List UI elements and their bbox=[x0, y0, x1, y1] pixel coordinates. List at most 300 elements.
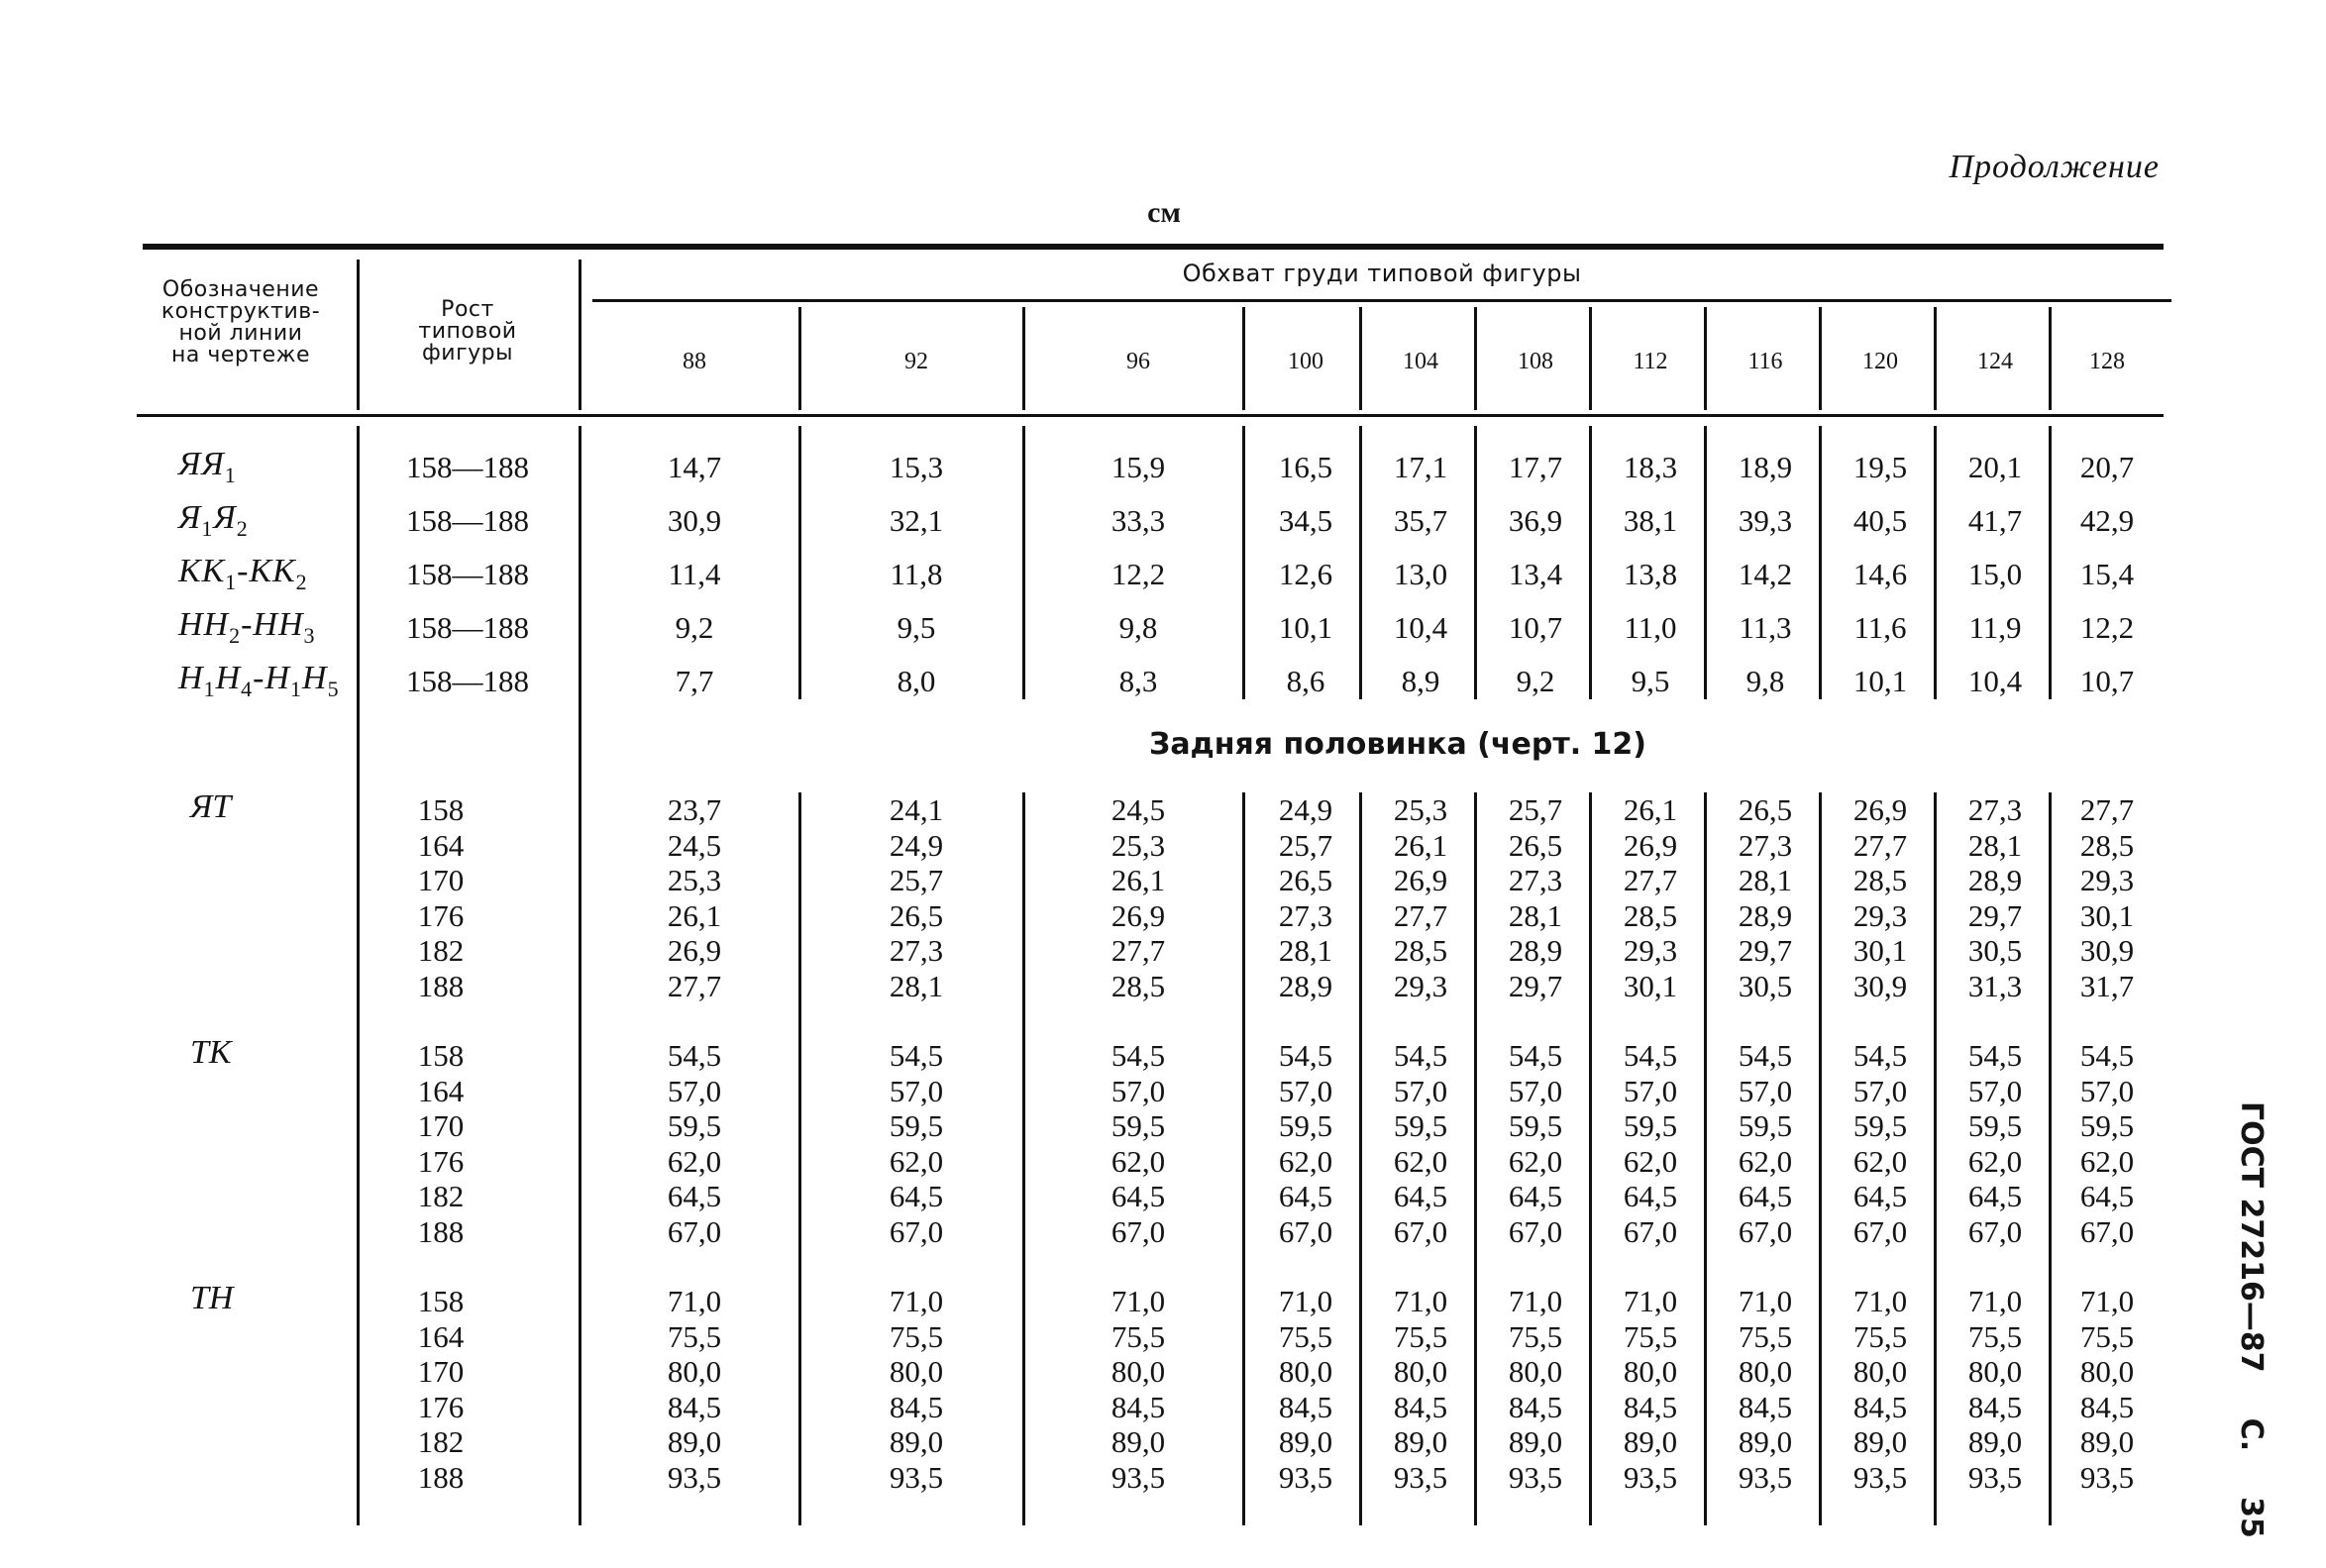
table-cell: 23,7 bbox=[667, 792, 722, 827]
table-cell: 71,0 bbox=[1852, 1284, 1908, 1318]
table-cell: 54,5 bbox=[2079, 1038, 2135, 1073]
table-cell: 84,5 bbox=[1278, 1389, 1333, 1424]
table-cell: 54,5 bbox=[1738, 1038, 1793, 1073]
table-cell: 54,5 bbox=[1278, 1038, 1333, 1073]
table-cell: 75,5 bbox=[1623, 1318, 1678, 1354]
size-header-112: 112 bbox=[1633, 349, 1668, 374]
table-cell: 27,7 bbox=[667, 968, 722, 1003]
table-cell: 57,0 bbox=[1738, 1073, 1793, 1108]
table-cell: 64,5 bbox=[1852, 1179, 1908, 1213]
table-cell: 24,9 bbox=[889, 827, 944, 863]
height-range: 158—188 bbox=[406, 450, 529, 484]
table-cell: 11,0 bbox=[1624, 610, 1677, 645]
table-cell: 54,5 bbox=[889, 1038, 944, 1073]
line-designation: ТК bbox=[190, 1034, 232, 1071]
table-cell: 28,9 bbox=[1278, 968, 1333, 1003]
page-number: 35 bbox=[2234, 1497, 2269, 1538]
table-cell: 27,3 bbox=[1278, 897, 1333, 933]
table-cell: 89,0 bbox=[1393, 1424, 1448, 1459]
table-cell: 89,0 bbox=[1278, 1424, 1333, 1459]
table-cell: 27,7 bbox=[1852, 827, 1908, 863]
table-cell: 28,1 bbox=[1508, 897, 1563, 933]
table-cell: 26,9 bbox=[1852, 792, 1908, 827]
subheader-rule bbox=[592, 299, 2171, 302]
value-column bbox=[806, 792, 1026, 1003]
value-column bbox=[1825, 1284, 1936, 1495]
table-cell: 93,5 bbox=[1278, 1459, 1333, 1495]
table-cell: 30,9 bbox=[1852, 968, 1908, 1003]
height-value: 188 bbox=[417, 1213, 465, 1249]
table-cell: 71,0 bbox=[889, 1284, 944, 1318]
table-cell: 89,0 bbox=[1623, 1424, 1678, 1459]
table-cell: 31,3 bbox=[1967, 968, 2023, 1003]
value-column bbox=[586, 1038, 802, 1249]
table-cell: 62,0 bbox=[1110, 1143, 1166, 1179]
table-cell: 80,0 bbox=[889, 1354, 944, 1389]
value-column bbox=[1250, 792, 1361, 1003]
value-column bbox=[1595, 1284, 1706, 1495]
table-cell: 30,5 bbox=[1967, 933, 2023, 968]
designation-header: Обозначение конструктив- ной линии на чертеже bbox=[160, 277, 321, 367]
table-cell: 59,5 bbox=[1967, 1108, 2023, 1143]
table-cell: 93,5 bbox=[2079, 1459, 2135, 1495]
table-cell: 84,5 bbox=[1110, 1389, 1166, 1424]
table-cell: 89,0 bbox=[1738, 1424, 1793, 1459]
table-cell: 71,0 bbox=[1110, 1284, 1166, 1318]
height-range: 158—188 bbox=[406, 664, 529, 698]
size-header-96: 96 bbox=[1126, 349, 1150, 374]
value-column bbox=[2055, 1284, 2160, 1495]
table-cell: 57,0 bbox=[2079, 1073, 2135, 1108]
table-cell: 84,5 bbox=[1623, 1389, 1678, 1424]
value-column bbox=[1940, 1038, 2051, 1249]
table-cell: 89,0 bbox=[1967, 1424, 2023, 1459]
table-cell: 57,0 bbox=[1508, 1073, 1563, 1108]
table-cell: 26,9 bbox=[1110, 897, 1166, 933]
table-cell: 75,5 bbox=[889, 1318, 944, 1354]
table-cell: 26,5 bbox=[889, 897, 944, 933]
height-header: Рост типовой фигуры bbox=[418, 297, 517, 366]
height-range: 158—188 bbox=[406, 610, 529, 645]
table-cell: 13,0 bbox=[1393, 557, 1448, 591]
table-cell: 89,0 bbox=[667, 1424, 722, 1459]
table-cell: 71,0 bbox=[1508, 1284, 1563, 1318]
height-list bbox=[396, 1284, 485, 1495]
table-cell: 93,5 bbox=[1852, 1459, 1908, 1495]
table-cell: 54,5 bbox=[1623, 1038, 1678, 1073]
side-label bbox=[2225, 1101, 2269, 1537]
table-cell: 42,9 bbox=[2079, 503, 2135, 538]
table-cell: 10,1 bbox=[1852, 664, 1908, 698]
value-column bbox=[1480, 792, 1591, 1003]
value-column bbox=[2055, 1038, 2160, 1249]
table-cell: 29,3 bbox=[2079, 863, 2135, 897]
value-column bbox=[1030, 1038, 1246, 1249]
table-cell: 32,1 bbox=[889, 503, 944, 538]
table-cell: 8,0 bbox=[897, 664, 936, 698]
table-cell: 59,5 bbox=[1278, 1108, 1333, 1143]
table-cell: 12,6 bbox=[1278, 557, 1333, 591]
height-list bbox=[396, 792, 485, 1003]
table-cell: 64,5 bbox=[1110, 1179, 1166, 1213]
table-cell: 28,1 bbox=[1738, 863, 1793, 897]
table-cell: 26,1 bbox=[1110, 863, 1166, 897]
table-cell: 7,7 bbox=[675, 664, 714, 698]
value-column bbox=[1940, 792, 2051, 1003]
header-column-divider bbox=[1022, 307, 1025, 410]
table-cell: 30,9 bbox=[2079, 933, 2135, 968]
value-column bbox=[586, 792, 802, 1003]
table-cell: 15,0 bbox=[1967, 557, 2023, 591]
table-cell: 62,0 bbox=[1623, 1143, 1678, 1179]
table-cell: 31,7 bbox=[2079, 968, 2135, 1003]
table-cell: 64,5 bbox=[1393, 1179, 1448, 1213]
table-cell: 54,5 bbox=[1852, 1038, 1908, 1073]
table-cell: 71,0 bbox=[1738, 1284, 1793, 1318]
table-cell: 35,7 bbox=[1393, 503, 1448, 538]
table-cell: 26,5 bbox=[1278, 863, 1333, 897]
table-cell: 25,7 bbox=[889, 863, 944, 897]
table-cell: 8,9 bbox=[1401, 664, 1440, 698]
table-cell: 84,5 bbox=[1967, 1389, 2023, 1424]
value-column bbox=[1480, 1038, 1591, 1249]
value-column bbox=[1365, 792, 1476, 1003]
header-column-divider bbox=[1934, 307, 1937, 410]
section-title: Задняя половинка (черт. 12) bbox=[1149, 727, 1647, 762]
table-cell: 93,5 bbox=[1110, 1459, 1166, 1495]
table-cell: 29,3 bbox=[1852, 897, 1908, 933]
line-designation: $НН_2-НН_3$ bbox=[178, 606, 316, 648]
table-cell: 93,5 bbox=[1508, 1459, 1563, 1495]
header-column-divider bbox=[1819, 307, 1822, 410]
table-cell: 30,5 bbox=[1738, 968, 1793, 1003]
header-column-divider bbox=[1589, 307, 1592, 410]
table-cell: 16,5 bbox=[1278, 450, 1333, 484]
size-header-88: 88 bbox=[683, 349, 706, 374]
table-cell: 28,9 bbox=[1967, 863, 2023, 897]
table-cell: 59,5 bbox=[1738, 1108, 1793, 1143]
table-cell: 24,1 bbox=[889, 792, 944, 827]
table-cell: 62,0 bbox=[1852, 1143, 1908, 1179]
table-cell: 62,0 bbox=[2079, 1143, 2135, 1179]
table-cell: 28,5 bbox=[1110, 968, 1166, 1003]
table-cell: 62,0 bbox=[1393, 1143, 1448, 1179]
table-cell: 27,3 bbox=[1508, 863, 1563, 897]
table-cell: 13,4 bbox=[1508, 557, 1563, 591]
line-designation: ЯТ bbox=[190, 788, 232, 825]
size-header-92: 92 bbox=[904, 349, 928, 374]
value-column bbox=[806, 1038, 1026, 1249]
table-cell: 28,1 bbox=[889, 968, 944, 1003]
table-cell: 10,4 bbox=[1967, 664, 2023, 698]
size-header-116: 116 bbox=[1747, 349, 1783, 374]
table-cell: 93,5 bbox=[1967, 1459, 2023, 1495]
table-cell: 71,0 bbox=[667, 1284, 722, 1318]
table-cell: 64,5 bbox=[1738, 1179, 1793, 1213]
table-cell: 54,5 bbox=[1967, 1038, 2023, 1073]
height-value: 158 bbox=[417, 1038, 465, 1073]
size-header-100: 100 bbox=[1288, 349, 1323, 374]
table-cell: 84,5 bbox=[667, 1389, 722, 1424]
table-cell: 54,5 bbox=[1110, 1038, 1166, 1073]
table-cell: 17,7 bbox=[1508, 450, 1563, 484]
table-cell: 29,7 bbox=[1738, 933, 1793, 968]
table-cell: 27,3 bbox=[1967, 792, 2023, 827]
table-cell: 26,9 bbox=[1623, 827, 1678, 863]
table-cell: 57,0 bbox=[1852, 1073, 1908, 1108]
table-cell: 89,0 bbox=[1852, 1424, 1908, 1459]
line-designation: ТН bbox=[190, 1280, 234, 1316]
height-value: 164 bbox=[417, 1318, 465, 1354]
height-value: 164 bbox=[417, 827, 465, 863]
table-cell: 75,5 bbox=[1393, 1318, 1448, 1354]
table-cell: 30,1 bbox=[2079, 897, 2135, 933]
table-cell: 93,5 bbox=[1738, 1459, 1793, 1495]
table-cell: 80,0 bbox=[1110, 1354, 1166, 1389]
table-cell: 80,0 bbox=[2079, 1354, 2135, 1389]
table-cell: 29,3 bbox=[1393, 968, 1448, 1003]
header-column-divider bbox=[1359, 307, 1362, 410]
table-cell: 27,7 bbox=[1110, 933, 1166, 968]
table-cell: 12,2 bbox=[2079, 610, 2135, 645]
table-cell: 75,5 bbox=[667, 1318, 722, 1354]
header-column-divider bbox=[1704, 307, 1707, 410]
table-cell: 64,5 bbox=[1508, 1179, 1563, 1213]
table-cell: 67,0 bbox=[667, 1213, 722, 1249]
body-divider bbox=[579, 426, 582, 1525]
table-cell: 84,5 bbox=[1508, 1389, 1563, 1424]
table-cell: 67,0 bbox=[1852, 1213, 1908, 1249]
header-bottom-rule bbox=[137, 414, 2164, 417]
line-designation: $Я_1Я_2$ bbox=[178, 499, 249, 541]
table-cell: 9,2 bbox=[675, 610, 714, 645]
table-cell: 80,0 bbox=[1508, 1354, 1563, 1389]
table-cell: 62,0 bbox=[667, 1143, 722, 1179]
table-cell: 36,9 bbox=[1508, 503, 1563, 538]
table-cell: 24,5 bbox=[667, 827, 722, 863]
table-cell: 40,5 bbox=[1852, 503, 1908, 538]
table-cell: 57,0 bbox=[889, 1073, 944, 1108]
table-cell: 64,5 bbox=[1278, 1179, 1333, 1213]
table-cell: 9,2 bbox=[1516, 664, 1555, 698]
table-cell: 64,5 bbox=[1967, 1179, 2023, 1213]
table-cell: 54,5 bbox=[1508, 1038, 1563, 1073]
table-cell: 62,0 bbox=[1508, 1143, 1563, 1179]
table-cell: 71,0 bbox=[1393, 1284, 1448, 1318]
table-cell: 30,1 bbox=[1623, 968, 1678, 1003]
table-cell: 59,5 bbox=[2079, 1108, 2135, 1143]
value-column bbox=[1710, 1284, 1821, 1495]
table-cell: 89,0 bbox=[2079, 1424, 2135, 1459]
table-cell: 9,5 bbox=[897, 610, 936, 645]
table-cell: 11,3 bbox=[1739, 610, 1792, 645]
table-cell: 11,8 bbox=[890, 557, 943, 591]
table-cell: 93,5 bbox=[1393, 1459, 1448, 1495]
table-cell: 33,3 bbox=[1110, 503, 1166, 538]
table-cell: 59,5 bbox=[1393, 1108, 1448, 1143]
table-cell: 57,0 bbox=[1967, 1073, 2023, 1108]
height-value: 158 bbox=[417, 792, 465, 827]
table-cell: 34,5 bbox=[1278, 503, 1333, 538]
height-value: 188 bbox=[417, 968, 465, 1003]
table-cell: 8,3 bbox=[1118, 664, 1158, 698]
table-cell: 11,9 bbox=[1968, 610, 2022, 645]
table-cell: 28,1 bbox=[1278, 933, 1333, 968]
table-cell: 30,1 bbox=[1852, 933, 1908, 968]
value-column bbox=[1940, 1284, 2051, 1495]
table-cell: 28,5 bbox=[1852, 863, 1908, 897]
table-cell: 39,3 bbox=[1738, 503, 1793, 538]
value-column bbox=[1595, 792, 1706, 1003]
table-cell: 25,3 bbox=[1110, 827, 1166, 863]
table-cell: 67,0 bbox=[1623, 1213, 1678, 1249]
table-cell: 75,5 bbox=[1508, 1318, 1563, 1354]
table-cell: 54,5 bbox=[1393, 1038, 1448, 1073]
table-cell: 67,0 bbox=[1110, 1213, 1166, 1249]
table-cell: 27,7 bbox=[2079, 792, 2135, 827]
size-header-124: 124 bbox=[1977, 349, 2013, 374]
table-cell: 9,8 bbox=[1118, 610, 1158, 645]
table-cell: 80,0 bbox=[1852, 1354, 1908, 1389]
table-cell: 59,5 bbox=[889, 1108, 944, 1143]
page-prefix: С. bbox=[2234, 1417, 2269, 1452]
table-cell: 59,5 bbox=[1852, 1108, 1908, 1143]
table-cell: 25,7 bbox=[1278, 827, 1333, 863]
value-column bbox=[1030, 792, 1246, 1003]
value-column bbox=[2055, 792, 2160, 1003]
table-cell: 27,3 bbox=[889, 933, 944, 968]
value-column bbox=[1710, 1038, 1821, 1249]
table-cell: 71,0 bbox=[1623, 1284, 1678, 1318]
chest-header: Обхват груди типовой фигуры bbox=[1182, 260, 1582, 287]
table-cell: 18,9 bbox=[1738, 450, 1793, 484]
header-column-divider bbox=[1242, 307, 1245, 410]
table-cell: 26,1 bbox=[1623, 792, 1678, 827]
table-cell: 10,4 bbox=[1393, 610, 1448, 645]
table-cell: 18,3 bbox=[1623, 450, 1678, 484]
table-cell: 20,7 bbox=[2079, 450, 2135, 484]
height-value: 170 bbox=[417, 863, 465, 897]
table-cell: 15,9 bbox=[1110, 450, 1166, 484]
height-list bbox=[396, 1038, 485, 1249]
table-cell: 64,5 bbox=[1623, 1179, 1678, 1213]
table-cell: 28,9 bbox=[1508, 933, 1563, 968]
unit-label: см bbox=[1147, 196, 1181, 229]
height-value: 182 bbox=[417, 1424, 465, 1459]
table-cell: 80,0 bbox=[667, 1354, 722, 1389]
height-value: 182 bbox=[417, 1179, 465, 1213]
table-cell: 24,9 bbox=[1278, 792, 1333, 827]
table-cell: 67,0 bbox=[1967, 1213, 2023, 1249]
table-cell: 57,0 bbox=[1623, 1073, 1678, 1108]
table-cell: 14,2 bbox=[1738, 557, 1793, 591]
height-value: 158 bbox=[417, 1284, 465, 1318]
height-range: 158—188 bbox=[406, 557, 529, 591]
table-cell: 93,5 bbox=[667, 1459, 722, 1495]
table-cell: 75,5 bbox=[1852, 1318, 1908, 1354]
height-value: 170 bbox=[417, 1108, 465, 1143]
table-cell: 19,5 bbox=[1852, 450, 1908, 484]
table-cell: 26,1 bbox=[1393, 827, 1448, 863]
table-cell: 17,1 bbox=[1393, 450, 1448, 484]
height-value: 176 bbox=[417, 1389, 465, 1424]
value-column bbox=[1480, 1284, 1591, 1495]
value-column bbox=[1250, 1284, 1361, 1495]
table-cell: 25,3 bbox=[667, 863, 722, 897]
table-cell: 28,5 bbox=[1623, 897, 1678, 933]
table-cell: 67,0 bbox=[1278, 1213, 1333, 1249]
table-cell: 67,0 bbox=[1508, 1213, 1563, 1249]
value-column bbox=[1250, 1038, 1361, 1249]
height-value: 164 bbox=[417, 1073, 465, 1108]
table-cell: 62,0 bbox=[1278, 1143, 1333, 1179]
table-cell: 59,5 bbox=[1623, 1108, 1678, 1143]
header-divider bbox=[579, 260, 582, 410]
value-column bbox=[1365, 1038, 1476, 1249]
table-cell: 80,0 bbox=[1393, 1354, 1448, 1389]
value-column bbox=[1595, 1038, 1706, 1249]
table-cell: 26,9 bbox=[667, 933, 722, 968]
table-cell: 26,5 bbox=[1508, 827, 1563, 863]
table-cell: 41,7 bbox=[1967, 503, 2023, 538]
table-cell: 64,5 bbox=[2079, 1179, 2135, 1213]
table-cell: 28,1 bbox=[1967, 827, 2023, 863]
line-designation: $ЯЯ_1$ bbox=[178, 446, 237, 487]
table-cell: 80,0 bbox=[1278, 1354, 1333, 1389]
height-value: 176 bbox=[417, 1143, 465, 1179]
table-cell: 64,5 bbox=[889, 1179, 944, 1213]
table-cell: 84,5 bbox=[1852, 1389, 1908, 1424]
table-cell: 12,2 bbox=[1110, 557, 1166, 591]
table-cell: 25,3 bbox=[1393, 792, 1448, 827]
line-designation: $Н_1Н_4-Н_1Н_5$ bbox=[178, 660, 340, 701]
table-cell: 67,0 bbox=[2079, 1213, 2135, 1249]
value-column bbox=[806, 1284, 1026, 1495]
table-cell: 10,7 bbox=[1508, 610, 1563, 645]
table-cell: 15,3 bbox=[889, 450, 944, 484]
table-cell: 75,5 bbox=[1738, 1318, 1793, 1354]
header-column-divider bbox=[798, 307, 801, 410]
table-cell: 84,5 bbox=[1738, 1389, 1793, 1424]
table-cell: 38,1 bbox=[1623, 503, 1678, 538]
table-cell: 93,5 bbox=[1623, 1459, 1678, 1495]
table-cell: 11,4 bbox=[668, 557, 721, 591]
table-cell: 59,5 bbox=[1110, 1108, 1166, 1143]
table-top-rule bbox=[143, 244, 2164, 250]
table-cell: 71,0 bbox=[1278, 1284, 1333, 1318]
table-cell: 67,0 bbox=[889, 1213, 944, 1249]
table-cell: 59,5 bbox=[667, 1108, 722, 1143]
table-cell: 27,7 bbox=[1393, 897, 1448, 933]
table-cell: 89,0 bbox=[1110, 1424, 1166, 1459]
standard-number: ГОСТ 27216—87 bbox=[2234, 1101, 2269, 1373]
table-cell: 29,7 bbox=[1508, 968, 1563, 1003]
table-cell: 24,5 bbox=[1110, 792, 1166, 827]
value-column bbox=[1365, 1284, 1476, 1495]
height-value: 188 bbox=[417, 1459, 465, 1495]
table-cell: 89,0 bbox=[889, 1424, 944, 1459]
table-cell: 67,0 bbox=[1738, 1213, 1793, 1249]
table-cell: 62,0 bbox=[1738, 1143, 1793, 1179]
table-cell: 27,3 bbox=[1738, 827, 1793, 863]
value-column bbox=[1710, 792, 1821, 1003]
header-column-divider bbox=[2049, 307, 2052, 410]
table-cell: 57,0 bbox=[1393, 1073, 1448, 1108]
continuation-label: Продолжение bbox=[1949, 149, 2160, 185]
table-cell: 75,5 bbox=[1967, 1318, 2023, 1354]
table-cell: 62,0 bbox=[889, 1143, 944, 1179]
table-cell: 75,5 bbox=[1278, 1318, 1333, 1354]
